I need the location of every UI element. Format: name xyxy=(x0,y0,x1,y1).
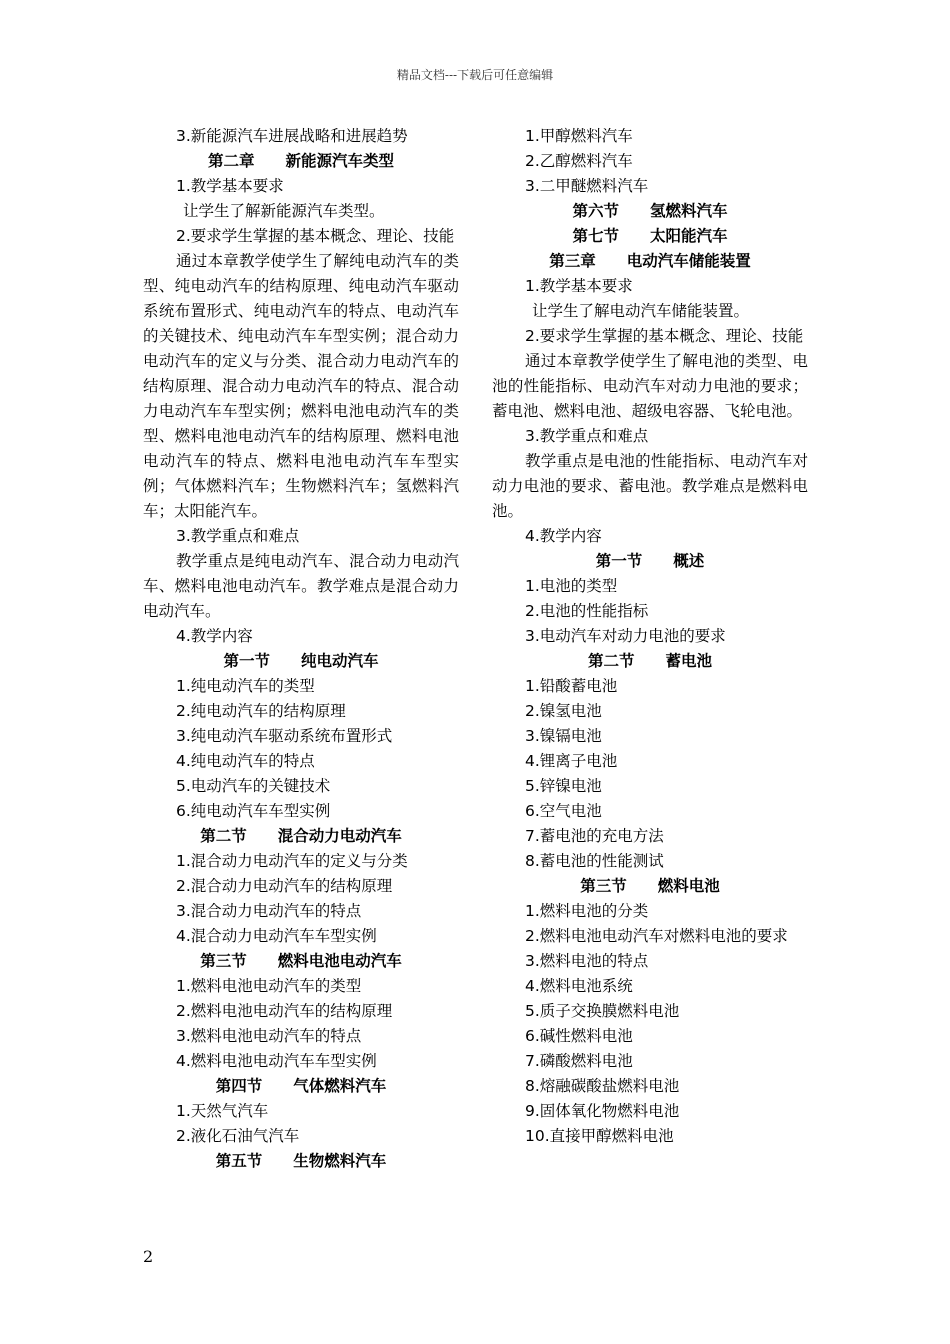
text-line: 4.燃料电池系统 xyxy=(525,977,633,995)
text-line: 1.甲醇燃料汽车 xyxy=(525,127,633,145)
text-line: 5.锌镍电池 xyxy=(525,777,602,795)
text-line: 3.电动汽车对动力电池的要求 xyxy=(525,627,726,645)
text-line: 8.蓄电池的性能测试 xyxy=(525,852,664,870)
text-line: 10.直接甲醇燃料电池 xyxy=(525,1127,674,1145)
text-line: 4.燃料电池电动汽车车型实例 xyxy=(176,1052,377,1070)
text-line: 2.电池的性能指标 xyxy=(525,602,649,620)
text-line: 3.燃料电池电动汽车的特点 xyxy=(176,1027,362,1045)
text-line: 7.磷酸燃料电池 xyxy=(525,1052,633,1070)
text-line: 4.混合动力电动汽车车型实例 xyxy=(176,927,377,945)
text-line: 5.电动汽车的关键技术 xyxy=(176,777,331,795)
text-line: 6.碱性燃料电池 xyxy=(525,1027,633,1045)
section-heading: 第一节 概述 xyxy=(595,552,705,570)
text-line: 让学生了解电动汽车储能装置。 xyxy=(532,302,750,320)
text-line: 3.燃料电池的特点 xyxy=(525,952,649,970)
text-line: 8.熔融碳酸盐燃料电池 xyxy=(525,1077,680,1095)
text-line: 6.纯电动汽车车型实例 xyxy=(176,802,331,820)
text-line: 2.要求学生掌握的基本概念、理论、技能 xyxy=(525,327,804,345)
text-line: 3.教学重点和难点 xyxy=(176,527,300,545)
text-line: 1.教学基本要求 xyxy=(525,277,633,295)
text-line: 3.混合动力电动汽车的特点 xyxy=(176,902,362,920)
text-line: 1.混合动力电动汽车的定义与分类 xyxy=(176,852,408,870)
text-line: 3.镍镉电池 xyxy=(525,727,602,745)
section-heading: 第六节 氢燃料汽车 xyxy=(572,202,728,220)
text-line: 2.纯电动汽车的结构原理 xyxy=(176,702,346,720)
text-line: 4.锂离子电池 xyxy=(525,752,618,770)
text-line: 1.电池的类型 xyxy=(525,577,618,595)
page-number: 2 xyxy=(143,1247,154,1266)
text-line: 3.二甲醚燃料汽车 xyxy=(525,177,649,195)
section-heading: 第四节 气体燃料汽车 xyxy=(215,1077,387,1095)
text-line: 2.混合动力电动汽车的结构原理 xyxy=(176,877,393,895)
text-line: 6.空气电池 xyxy=(525,802,602,820)
text-line: 3.纯电动汽车驱动系统布置形式 xyxy=(176,727,393,745)
text-line: 3.教学重点和难点 xyxy=(525,427,649,445)
right-column xyxy=(492,124,808,1149)
text-line: 1.纯电动汽车的类型 xyxy=(176,677,315,695)
section-heading: 第七节 太阳能汽车 xyxy=(572,227,728,245)
section-heading: 第二节 混合动力电动汽车 xyxy=(200,827,402,845)
text-line: 2.液化石油气汽车 xyxy=(176,1127,300,1145)
text-line: 4.教学内容 xyxy=(525,527,602,545)
text-line: 7.蓄电池的充电方法 xyxy=(525,827,664,845)
page-header: 精品文档---下载后可任意编辑 xyxy=(396,68,554,82)
section-heading: 第一节 纯电动汽车 xyxy=(223,652,379,670)
text-line: 1.燃料电池电动汽车的类型 xyxy=(176,977,362,995)
text-line: 教学重点是电池的性能指标、电动汽车对动力电池的要求、蓄电池。教学难点是燃料电池。 xyxy=(492,452,808,520)
section-heading: 第二章 新能源汽车类型 xyxy=(207,152,394,170)
text-line: 1.天然气汽车 xyxy=(176,1102,269,1120)
text-line: 通过本章教学使学生了解电池的类型、电池的性能指标、电动汽车对动力电池的要求；蓄电池、燃料电池、超级电容器、飞轮电池。 xyxy=(492,352,808,420)
text-line: 5.质子交换膜燃料电池 xyxy=(525,1002,680,1020)
text-line: 1.教学基本要求 xyxy=(176,177,284,195)
text-line: 2.燃料电池电动汽车对燃料电池的要求 xyxy=(525,927,788,945)
section-heading: 第三节 燃料电池电动汽车 xyxy=(200,952,402,970)
section-heading: 第三章 电动汽车储能装置 xyxy=(549,252,751,270)
text-line: 通过本章教学使学生了解纯电动汽车的类型、纯电动汽车的结构原理、纯电动汽车驱动系统布置形式、纯电动汽车的特点、电动汽车的关键技术、纯电动汽车车型实例；混合动力电动汽车的定义与分类、混合动力电动汽车的结构原理、混合动力电动汽车的特点、混合动力电动汽车车型实例；燃料电池电动汽车的类型、燃料电池电动汽车的结构原理、燃料电池电动汽车的特点、燃料电池电动汽车车型实例；气体燃料汽车；生物燃料汽车；氢燃料汽车；太阳能汽车。 xyxy=(143,252,459,520)
text-line: 3.新能源汽车进展战略和进展趋势 xyxy=(176,127,408,145)
text-line: 9.固体氧化物燃料电池 xyxy=(525,1102,680,1120)
text-line: 教学重点是纯电动汽车、混合动力电动汽车、燃料电池电动汽车。教学难点是混合动力电动汽车。 xyxy=(143,552,459,620)
section-heading: 第三节 燃料电池 xyxy=(580,877,720,895)
text-line: 4.纯电动汽车的特点 xyxy=(176,752,315,770)
text-line: 4.教学内容 xyxy=(176,627,253,645)
section-heading: 第二节 蓄电池 xyxy=(587,652,712,670)
text-line: 2.要求学生掌握的基本概念、理论、技能 xyxy=(176,227,455,245)
text-line: 让学生了解新能源汽车类型。 xyxy=(183,202,385,220)
text-line: 2.乙醇燃料汽车 xyxy=(525,152,633,170)
left-column xyxy=(143,124,459,1174)
section-heading: 第五节 生物燃料汽车 xyxy=(215,1152,387,1170)
text-line: 1.铅酸蓄电池 xyxy=(525,677,618,695)
text-line: 1.燃料电池的分类 xyxy=(525,902,649,920)
text-line: 2.镍氢电池 xyxy=(525,702,602,720)
text-line: 2.燃料电池电动汽车的结构原理 xyxy=(176,1002,393,1020)
